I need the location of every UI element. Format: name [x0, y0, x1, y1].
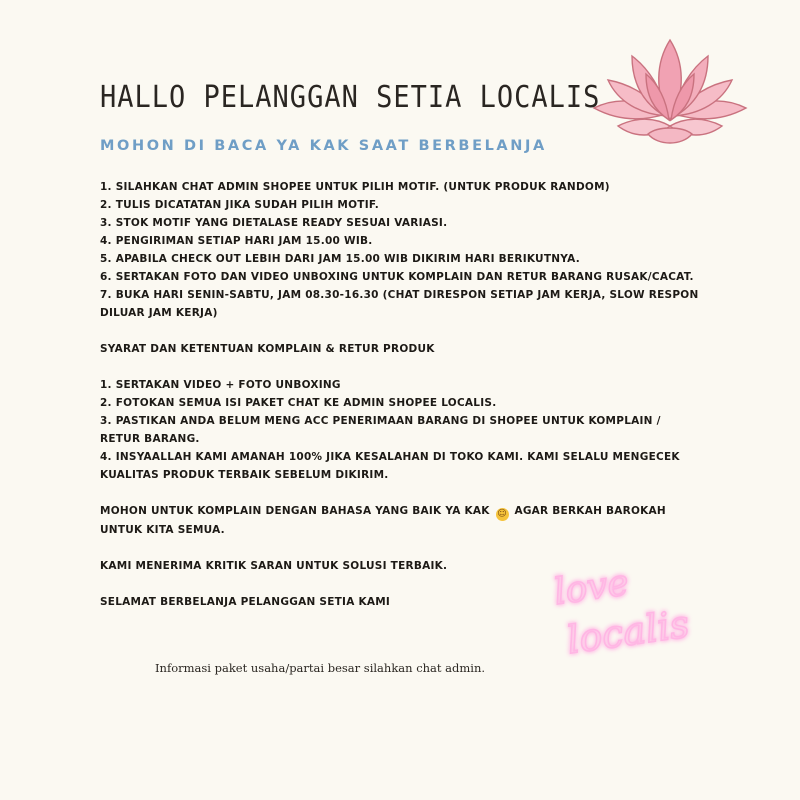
list-item: 4. INSYAALLAH KAMI AMANAH 100% JIKA KESALAHAN DI TOKO KAMI. KAMI SELALU MENGECEK KUALITAS PRODUK TERBAIK SEBELUM DIKIRIM. — [100, 451, 680, 481]
list-item: 3. STOK MOTIF YANG DIETALASE READY SESUAI VARIASI. — [100, 217, 448, 229]
list-item: 5. APABILA CHECK OUT LEBIH DARI JAM 15.00 WIB DIKIRIM HARI BERIKUTNYA. — [100, 253, 580, 265]
list-item: 6. SERTAKAN FOTO DAN VIDEO UNBOXING UNTUK KOMPLAIN DAN RETUR BARANG RUSAK/CACAT. — [100, 271, 694, 283]
notice-body — [100, 178, 700, 614]
feedback-note: KAMI MENERIMA KRITIK SARAN UNTUK SOLUSI TERBAIK. — [100, 560, 448, 572]
page-subtitle: MOHON DI BACA YA KAK SAAT BERBELANJA — [100, 138, 547, 154]
list-item: 4. PENGIRIMAN SETIAP HARI JAM 15.00 WIB. — [100, 235, 373, 247]
closing-greeting: SELAMAT BERBELANJA PELANGGAN SETIA KAMI — [100, 596, 391, 608]
list-item: 2. FOTOKAN SEMUA ISI PAKET CHAT KE ADMIN SHOPEE LOCALIS. — [100, 397, 497, 409]
complaint-heading: SYARAT DAN KETENTUAN KOMPLAIN & RETUR PRODUK — [100, 343, 435, 355]
list-item: 3. PASTIKAN ANDA BELUM MENG ACC PENERIMAAN BARANG DI SHOPEE UNTUK KOMPLAIN / RETUR BARANG. — [100, 415, 661, 445]
order-steps-list — [100, 178, 700, 322]
polite-request-text: MOHON UNTUK KOMPLAIN DENGAN BAHASA YANG BAIK YA KAK — [100, 505, 490, 517]
neon-logo-word: localis — [564, 601, 692, 663]
list-item: 2. TULIS DICATATAN JIKA SUDAH PILIH MOTIF. — [100, 199, 379, 211]
polite-request — [100, 502, 700, 539]
polite-request-text-end: AGAR BERKAH BAROKAH UNTUK KITA SEMUA. — [100, 505, 666, 536]
neon-logo — [540, 548, 710, 668]
lotus-flower-icon — [588, 34, 752, 154]
complaint-rules-list — [100, 376, 700, 484]
list-item: 1. SILAHKAN CHAT ADMIN SHOPEE UNTUK PILIH MOTIF. (UNTUK PRODUK RANDOM) — [100, 181, 610, 193]
footer-info: Informasi paket usaha/partai besar silahkan chat admin. — [155, 661, 486, 675]
list-item: 1. SERTAKAN VIDEO + FOTO UNBOXING — [100, 379, 341, 391]
list-item: 7. BUKA HARI SENIN-SABTU, JAM 08.30-16.30 (CHAT DIRESPON SETIAP JAM KERJA, SLOW RESPON DILUAR JAM KERJA) — [100, 289, 699, 319]
smiling-face-icon: ☺ — [497, 509, 507, 519]
page-title: HALLO PELANGGAN SETIA LOCALIS — [100, 80, 601, 115]
neon-logo-word: love — [551, 562, 632, 614]
